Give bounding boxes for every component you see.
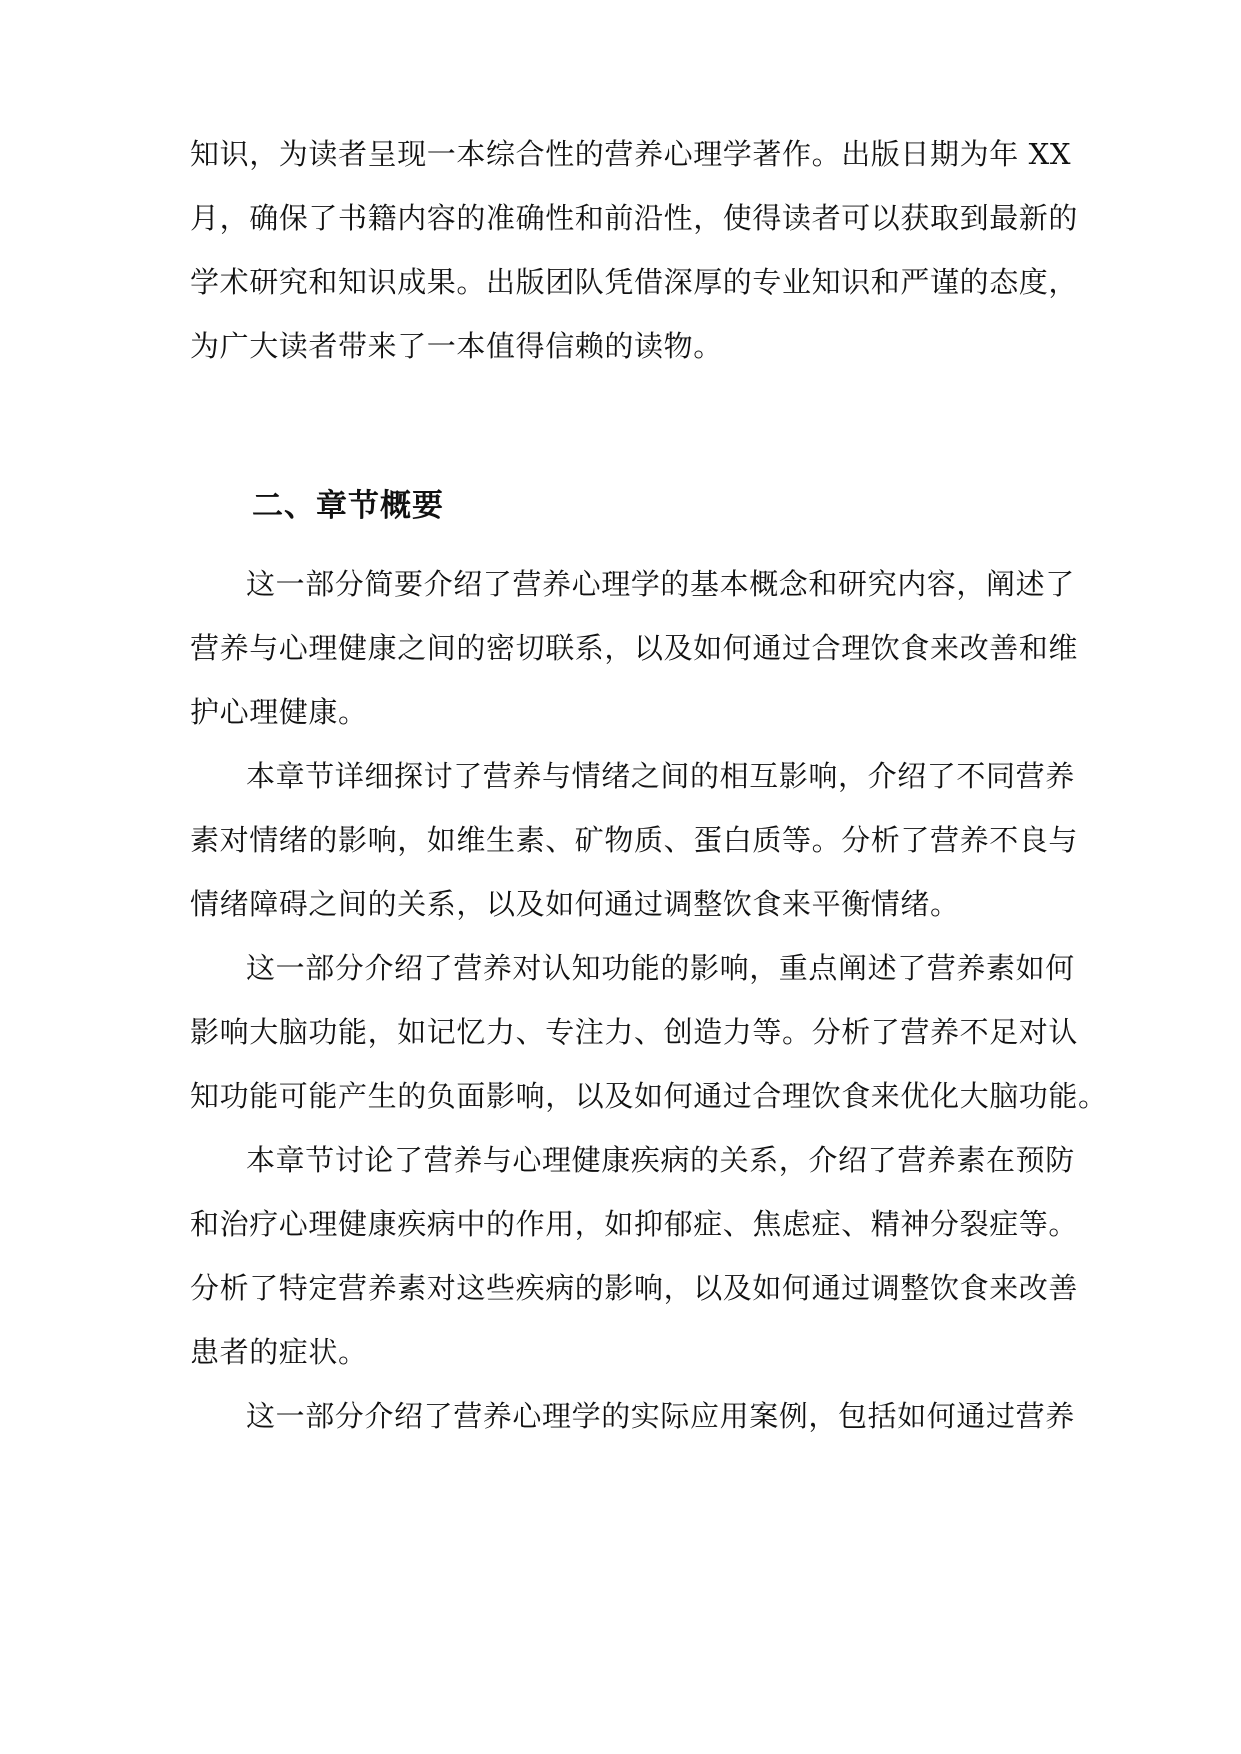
intro-line-1: 知识，为读者呈现一本综合性的营养心理学著作。出版日期为年 XX xyxy=(190,137,1072,171)
paragraph-2-line-3: 情绪障碍之间的关系，以及如何通过调整饮食来平衡情绪。 xyxy=(190,887,960,921)
intro-line-2: 月，确保了书籍内容的准确性和前沿性，使得读者可以获取到最新的 xyxy=(190,201,1079,235)
paragraph-4-line-3: 分析了特定营养素对这些疾病的影响，以及如何通过调整饮食来改善 xyxy=(190,1271,1079,1305)
paragraph-3-line-3: 知功能可能产生的负面影响，以及如何通过合理饮食来优化大脑功能。 xyxy=(190,1079,1108,1113)
paragraph-4-line-2: 和治疗心理健康疾病中的作用，如抑郁症、焦虑症、精神分裂症等。 xyxy=(190,1207,1079,1241)
paragraph-1-line-3: 护心理健康。 xyxy=(190,695,368,729)
paragraph-4-line-1: 本章节讨论了营养与心理健康疾病的关系，介绍了营养素在预防 xyxy=(246,1143,1075,1177)
paragraph-3-line-1: 这一部分介绍了营养对认知功能的影响，重点阐述了营养素如何 xyxy=(246,951,1075,985)
paragraph-2-line-1: 本章节详细探讨了营养与情绪之间的相互影响，介绍了不同营养 xyxy=(246,759,1075,793)
paragraph-1-line-2: 营养与心理健康之间的密切联系，以及如何通过合理饮食来改善和维 xyxy=(190,631,1079,665)
paragraph-1-line-1: 这一部分简要介绍了营养心理学的基本概念和研究内容，阐述了 xyxy=(246,567,1075,601)
section-heading: 二、章节概要 xyxy=(252,488,444,524)
paragraph-3-line-2: 影响大脑功能，如记忆力、专注力、创造力等。分析了营养不足对认 xyxy=(190,1015,1079,1049)
intro-line-4: 为广大读者带来了一本值得信赖的读物。 xyxy=(190,329,723,363)
intro-line-3: 学术研究和知识成果。出版团队凭借深厚的专业知识和严谨的态度， xyxy=(190,265,1079,299)
paragraph-4-line-4: 患者的症状。 xyxy=(190,1335,368,1369)
paragraph-5-line-1: 这一部分介绍了营养心理学的实际应用案例，包括如何通过营养 xyxy=(246,1399,1075,1433)
paragraph-2-line-2: 素对情绪的影响，如维生素、矿物质、蛋白质等。分析了营养不良与 xyxy=(190,823,1079,857)
